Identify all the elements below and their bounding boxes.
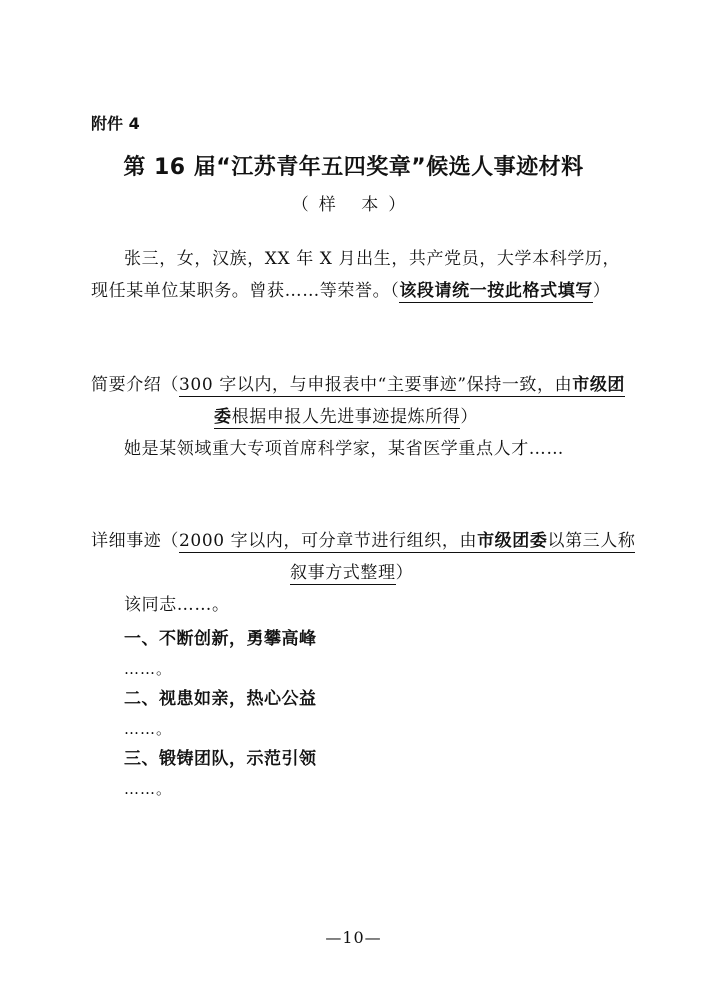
brief-header-line-2 — [214, 402, 478, 432]
section-body-3: ……。 — [124, 780, 173, 798]
document-subtitle: （样 本） — [291, 195, 416, 215]
section-body-2: ……。 — [124, 720, 173, 738]
brief-close-paren: ） — [460, 407, 479, 427]
detail-header-line-2 — [290, 558, 413, 588]
section-heading-2: 二、视患如亲，热心公益 — [124, 689, 317, 709]
intro-format-note: 该段请统一按此格式填写 — [399, 281, 593, 301]
section-heading-1: 一、不断创新，勇攀高峰 — [124, 629, 317, 649]
detail-note-bold: 市级团委 — [477, 531, 548, 551]
section-heading-3: 三、锻铸团队，示范引领 — [124, 749, 317, 769]
detail-note-part-2: 以第三人称 — [547, 531, 636, 551]
brief-header-line-1 — [91, 370, 625, 400]
brief-note-bold-1: 市级团 — [572, 375, 626, 395]
intro-line-1: 张三，女，汉族，XX 年 X 月出生，共产党员，大学本科学历， — [124, 249, 621, 269]
detail-note-line-2: 叙事方式整理 — [290, 563, 396, 583]
detail-note-part-1: 2000 字以内，可分章节进行组织，由 — [179, 531, 478, 551]
detail-header-line-1 — [91, 526, 635, 556]
brief-label: 简要介绍（ — [91, 375, 179, 395]
brief-note-part-1: 300 字以内，与申报表中“主要事迹”保持一致，由 — [179, 375, 573, 395]
section-body-1: ……。 — [124, 660, 173, 678]
page-number: —10— — [325, 928, 382, 947]
document-title: 第 16 届“江苏青年五四奖章”候选人事迹材料 — [123, 155, 584, 180]
brief-body: 她是某领域重大专项首席科学家，某省医学重点人才…… — [124, 439, 564, 459]
brief-note-bold-2: 委 — [214, 407, 232, 427]
intro-line-2-text: 现任某单位某职务。曾获……等荣誉。（ — [91, 281, 400, 301]
detail-label: 详细事迹（ — [91, 531, 179, 551]
detail-close-paren: ） — [395, 563, 414, 583]
brief-note-part-2: 根据申报人先进事迹提炼所得 — [231, 407, 461, 427]
intro-line-2 — [91, 276, 611, 306]
detail-opening: 该同志……。 — [124, 595, 230, 615]
intro-close-paren: ） — [592, 281, 611, 301]
attachment-label: 附件 4 — [91, 114, 140, 133]
